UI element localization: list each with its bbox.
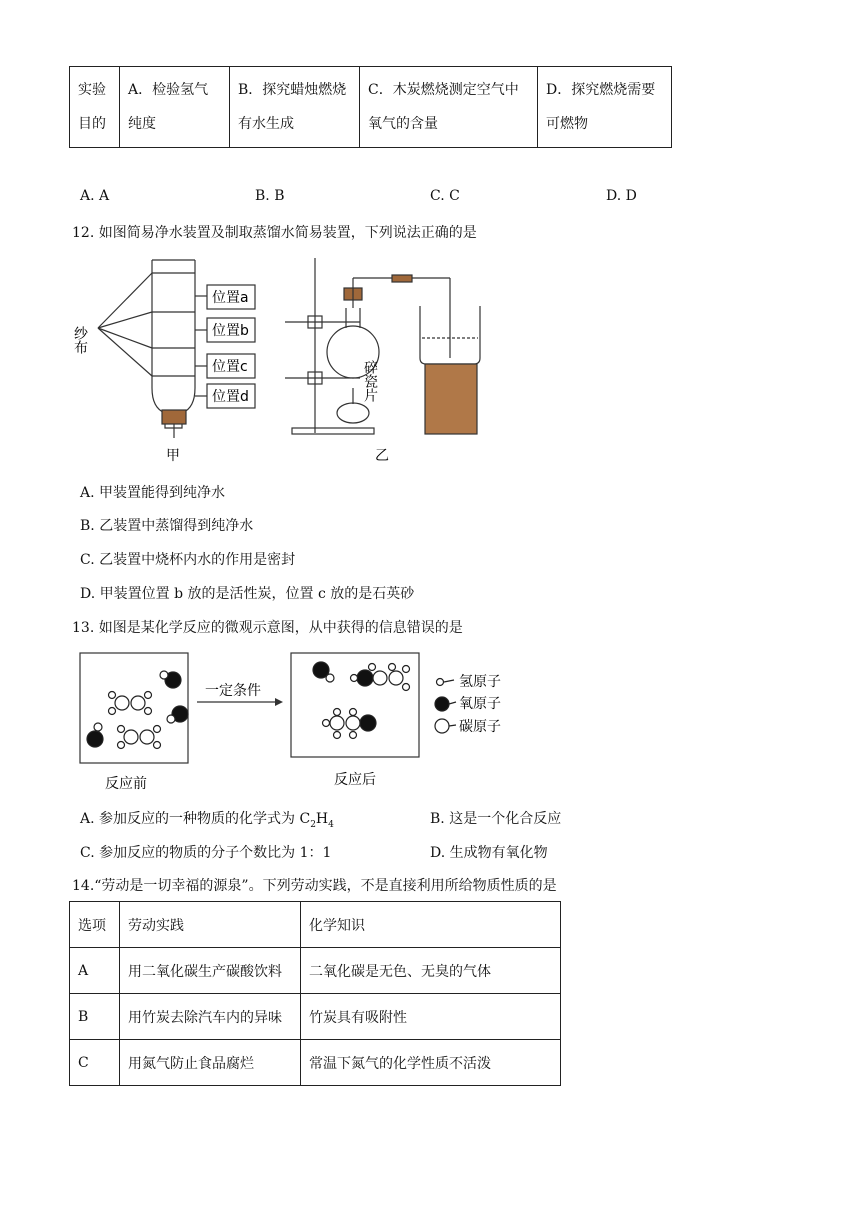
cell-text: 纯度	[128, 116, 156, 132]
table-cell	[360, 67, 538, 148]
legend-carbon: 碳原子	[459, 719, 501, 735]
header-cell: 劳动实践	[120, 902, 301, 948]
position-a-label: 位置a	[212, 290, 249, 306]
position-b-label: 位置b	[212, 323, 249, 339]
table-cell: 用竹炭去除汽车内的异味	[120, 994, 301, 1040]
table-cell: 竹炭具有吸附性	[301, 994, 561, 1040]
table-cell	[230, 67, 360, 148]
table-cell: A	[70, 948, 120, 994]
distillation-apparatus	[285, 258, 480, 434]
q14-stem: 14.“劳动是一切幸福的源泉”。下列劳动实践，不是直接利用所给物质性质的是	[72, 878, 557, 894]
porcelain-label: 碎瓷片	[362, 360, 378, 402]
q13-figure	[72, 645, 532, 795]
cell-text: C．木炭燃烧测定空气中	[368, 82, 519, 98]
cell-text: 目的	[78, 116, 106, 132]
q13-option-c: C. 参加反应的物质的分子个数比为 1：1	[80, 845, 332, 861]
cell-text: 实验	[78, 82, 106, 98]
table-cell: B	[70, 994, 120, 1040]
cell-text: 氧气的含量	[368, 116, 438, 132]
option-b: B. B	[255, 188, 285, 204]
option-a: A. A	[80, 188, 110, 204]
jia-label: 甲	[166, 448, 180, 464]
q12-option-a: A. 甲装置能得到纯净水	[80, 485, 226, 501]
option-d: D. D	[606, 188, 637, 204]
subscript: 4	[328, 819, 334, 830]
header-cell: 选项	[70, 902, 120, 948]
subscript: 2	[310, 819, 316, 830]
q12-stem: 12. 如图简易净水装置及制取蒸馏水简易装置，下列说法正确的是	[72, 225, 477, 241]
cell-text: D．探究燃烧需要	[546, 82, 656, 98]
table-cell: 常温下氮气的化学性质不活泼	[301, 1040, 561, 1086]
legend-oxygen: 氧原子	[459, 696, 501, 712]
table-cell	[120, 67, 230, 148]
q13-option-b: B. 这是一个化合反应	[430, 811, 562, 827]
legend-hydrogen: 氢原子	[459, 674, 501, 690]
cell-text: B．探究蜡烛燃烧	[238, 82, 347, 98]
before-label: 反应前	[105, 776, 147, 792]
q11-experiment-table	[69, 66, 672, 148]
option-text: H	[315, 811, 329, 827]
option-c: C. C	[430, 188, 460, 204]
condition-label: 一定条件	[205, 683, 261, 699]
table-cell: 二氧化碳是无色、无臭的气体	[301, 948, 561, 994]
filter-apparatus	[98, 260, 255, 438]
table-row	[70, 67, 672, 148]
q12-option-d: D. 甲装置位置 b 放的是活性炭，位置 c 放的是石英砂	[80, 586, 415, 602]
after-box	[291, 653, 419, 757]
cell-text: 可燃物	[546, 116, 588, 132]
legend	[435, 679, 456, 734]
arrowhead	[275, 698, 283, 706]
q13-stem: 13. 如图是某化学反应的微观示意图，从中获得的信息错误的是	[72, 620, 463, 636]
q13-option-d: D. 生成物有氧化物	[430, 845, 548, 861]
q14-table	[69, 901, 561, 1086]
table-cell: 用二氧化碳生产碳酸饮料	[120, 948, 301, 994]
yi-label: 乙	[375, 448, 389, 464]
molecules-after	[313, 662, 410, 739]
molecules-before	[87, 671, 188, 749]
position-c-label: 位置c	[212, 359, 248, 375]
table-cell: C	[70, 1040, 120, 1086]
cell-text: 有水生成	[238, 116, 294, 132]
q13-option-a	[80, 808, 334, 830]
after-label: 反应后	[334, 772, 376, 788]
q12-option-b: B. 乙装置中蒸馏得到纯净水	[80, 518, 254, 534]
q12-figure	[70, 248, 510, 470]
table-row	[70, 1040, 561, 1086]
option-text: A. 参加反应的一种物质的化学式为 C	[80, 811, 311, 827]
table-row	[70, 948, 561, 994]
position-d-label: 位置d	[212, 389, 249, 405]
table-row	[70, 994, 561, 1040]
cell-text: A．检验氢气	[128, 82, 209, 98]
gauze-label: 纱布	[72, 326, 88, 354]
header-cell: 化学知识	[301, 902, 561, 948]
table-cell: 用氮气防止食品腐烂	[120, 1040, 301, 1086]
table-cell	[538, 67, 672, 148]
table-header-row	[70, 902, 561, 948]
table-cell-header	[70, 67, 120, 148]
q12-option-c: C. 乙装置中烧杯内水的作用是密封	[80, 552, 296, 568]
